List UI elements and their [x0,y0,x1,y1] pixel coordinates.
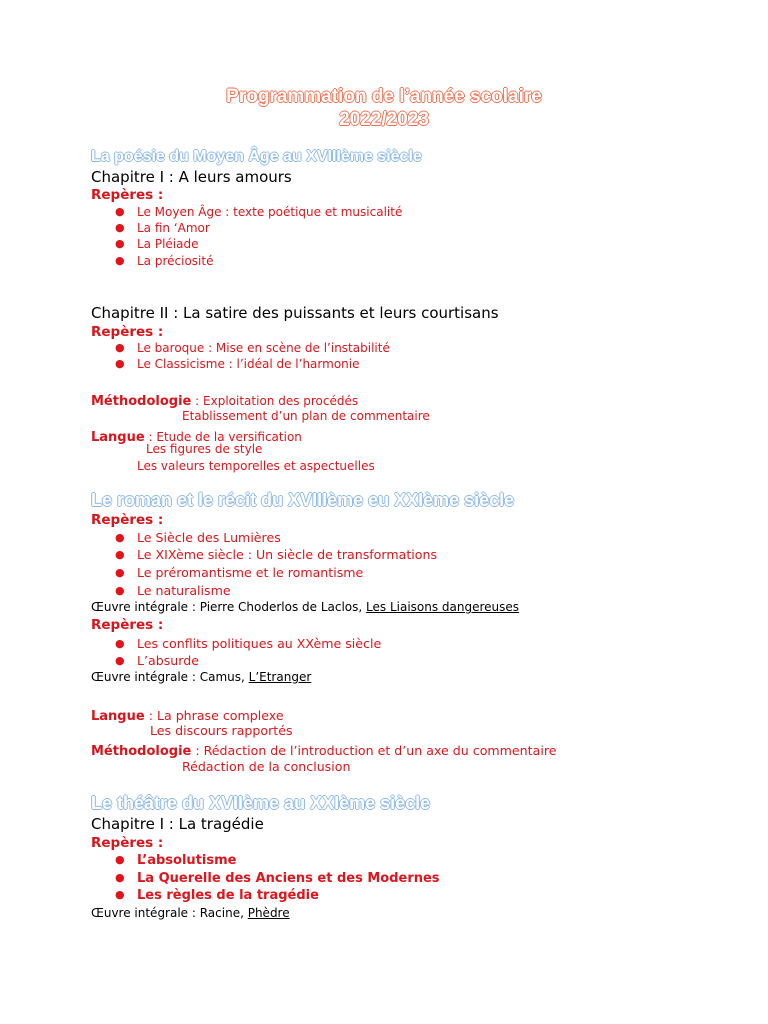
list-item: ● La préciosité [115,254,214,268]
langue-line: Langue : La phrase complexe [91,708,284,724]
langue-text: Les discours rapportés [150,723,293,738]
oeuvre-integrale: Œuvre intégrale : Pierre Choderlos de Laclos, Les Liaisons dangereuses [91,600,520,614]
oeuvre-integrale: Œuvre intégrale : Racine, Phèdre [91,906,290,920]
list-item: ● Les conflits politiques au XXème siècle [115,636,382,651]
chapter-title: Chapitre I : A leurs amours [91,168,292,186]
list-item: ● Le XIXème siècle : Un siècle de transformations [115,547,438,562]
bullet-icon: ● [115,254,125,267]
chapter-title: Chapitre II : La satire des puissants et leurs courtisans [91,304,499,322]
list-item: ● Le naturalisme [115,583,231,598]
methodologie-line: Méthodologie : Rédaction de l’introduction et d’un axe du commentaire [91,743,557,759]
bullet-icon: ● [115,531,125,544]
bullet-icon: ● [115,341,125,354]
methodologie-text: Etablissement d’un plan de commentaire [182,409,430,423]
list-item: ● La Pléiade [115,237,199,251]
bullet-icon: ● [115,888,125,901]
list-item: ● Le préromantisme et le romantisme [115,565,364,580]
methodologie-label: Méthodologie [91,394,192,409]
bullet-icon: ● [115,637,125,650]
section-heading-poesie: La poésie du Moyen Âge au XVIIIème siècle [91,148,422,165]
methodologie-label: Méthodologie [91,744,192,759]
list-item: ● L’absolutisme [115,853,237,868]
oeuvre-title: L’Etranger [248,670,312,684]
list-item: ● Les règles de la tragédie [115,888,319,903]
methodologie-text: Exploitation des procédés [203,394,359,408]
oeuvre-title: Phèdre [247,906,290,920]
bullet-icon: ● [115,566,125,579]
bullet-icon: ● [115,654,125,667]
bullet-icon: ● [115,205,125,218]
langue-line: Langue : Etude de la versification [91,430,302,445]
reperes-label: Repères : [91,835,164,851]
chapter-title: Chapitre I : La tragédie [91,815,264,833]
list-item: ● Le Classicisme : l’idéal de l’harmonie [115,357,360,371]
methodologie-text: Rédaction de l’introduction et d’un axe du commentaire [203,743,557,758]
bullet-icon: ● [115,584,125,597]
list-item: ● La Querelle des Anciens et des Modernes [115,871,440,886]
list-item: ● Le Siècle des Lumières [115,530,281,545]
bullet-icon: ● [115,237,125,250]
list-item: ● Le Moyen Âge : texte poétique et musicalité [115,205,403,219]
list-item: ● L’absurde [115,653,199,668]
reperes-label: Repères : [91,512,164,528]
doc-title-line1: Programmation de l’année scolaire [226,86,542,107]
list-item: ● La fin ‘Amor [115,221,210,235]
langue-label: Langue [91,430,145,445]
reperes-label: Repères : [91,187,164,203]
langue-text: La phrase complexe [156,708,284,723]
langue-text: Les figures de style [146,442,263,456]
langue-label: Langue [91,709,145,724]
bullet-icon: ● [115,853,125,866]
oeuvre-title: Les Liaisons dangereuses [366,600,520,614]
reperes-label: Repères : [91,324,164,340]
doc-title-line2: 2022/2023 [339,109,429,130]
list-item: ● Le baroque : Mise en scène de l’instabilité [115,341,390,355]
oeuvre-integrale: Œuvre intégrale : Camus, L’Etranger [91,670,312,684]
langue-text: Etude de la versification [156,430,302,444]
section-heading-roman: Le roman et le récit du XVIIIème eu XXIème siècle [91,490,515,510]
langue-text: Les valeurs temporelles et aspectuelles [137,459,375,473]
methodologie-line: Méthodologie : Exploitation des procédés [91,394,359,409]
bullet-icon: ● [115,357,125,370]
bullet-icon: ● [115,548,125,561]
section-heading-theatre: Le théâtre du XVIIème au XXIème siècle [91,793,431,813]
bullet-icon: ● [115,221,125,234]
reperes-label: Repères : [91,617,164,633]
methodologie-text: Rédaction de la conclusion [182,759,351,774]
bullet-icon: ● [115,871,125,884]
